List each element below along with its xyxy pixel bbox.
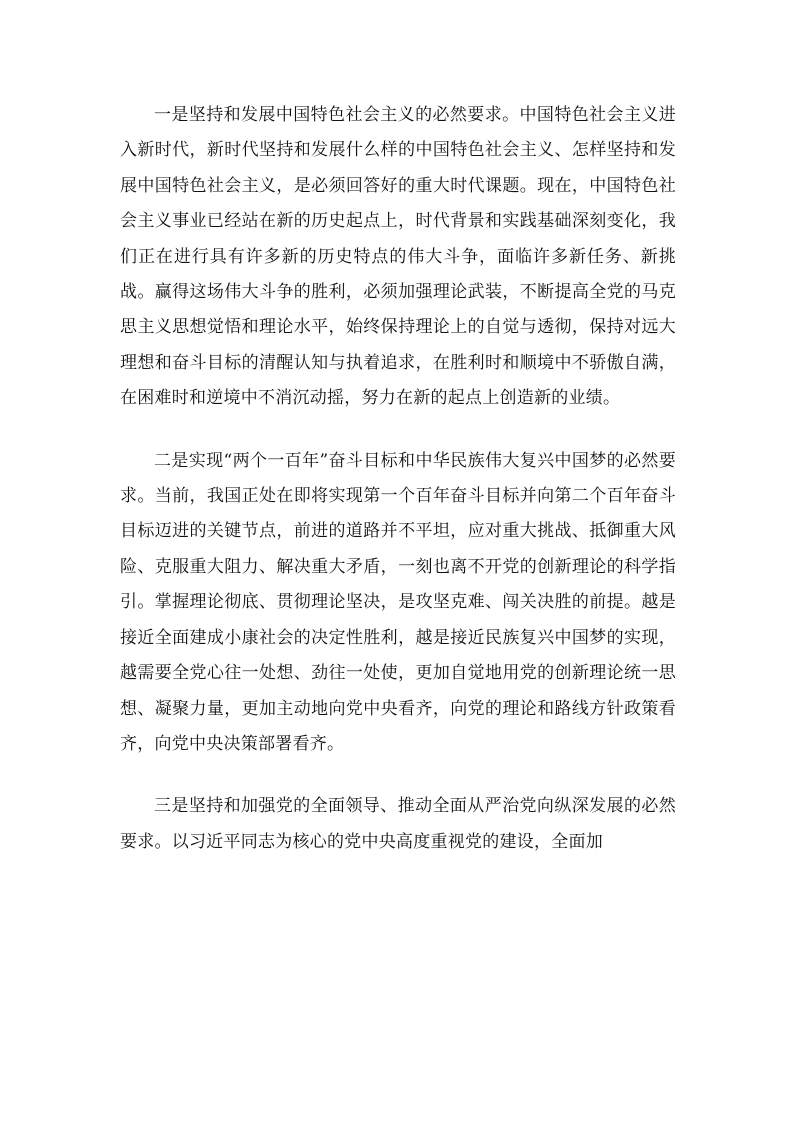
paragraph-1: 一是坚持和发展中国特色社会主义的必然要求。中国特色社会主义进入新时代，新时代坚持和发展什么样的中国特色社会主义、怎样坚持和发展中国特色社会主义，是必须回答好的重大时代课题。现在，中国特色社会主义事业已经站在新的历史起点上，时代背景和实践基础深刻变化，我们正在进行具有许多新的历史特点的伟大斗争，面临许多新任务、新挑战。赢得这场伟大斗争的胜利，必须加强理论武装，不断提高全党的马克思主义思想觉悟和理论水平，始终保持理论上的自觉与透彻，保持对远大理想和奋斗目标的清醒认知与执着追求，在胜利时和顺境中不骄傲自满，在困难时和逆境中不消沉动摇，努力在新的起点上创造新的业绩。 xyxy=(120,105,676,409)
paragraph-3: 三是坚持和加强党的全面领导、推动全面从严治党向纵深发展的必然要求。以习近平同志为核心的党中央高度重视党的建设，全面加 xyxy=(120,796,676,852)
document-body xyxy=(120,98,676,860)
paragraph-2: 二是实现“两个一百年”奋斗目标和中华民族伟大复兴中国梦的必然要求。当前，我国正处在即将实现第一个百年奋斗目标并向第二个百年奋斗目标迈进的关键节点，前进的道路并不平坦，应对重大挑战、抵御重大风险、克服重大阻力、解决重大矛盾，一刻也离不开党的创新理论的科学指引。掌握理论彻底、贯彻理论坚决，是攻坚克难、闯关决胜的前提。越是接近全面建成小康社会的决定性胜利，越是接近民族复兴中国梦的实现，越需要全党心往一处想、劲往一处使，更加自觉地用党的创新理论统一思想、凝聚力量，更加主动地向党中央看齐，向党的理论和路线方针政策看齐，向党中央决策部署看齐。 xyxy=(120,450,676,754)
